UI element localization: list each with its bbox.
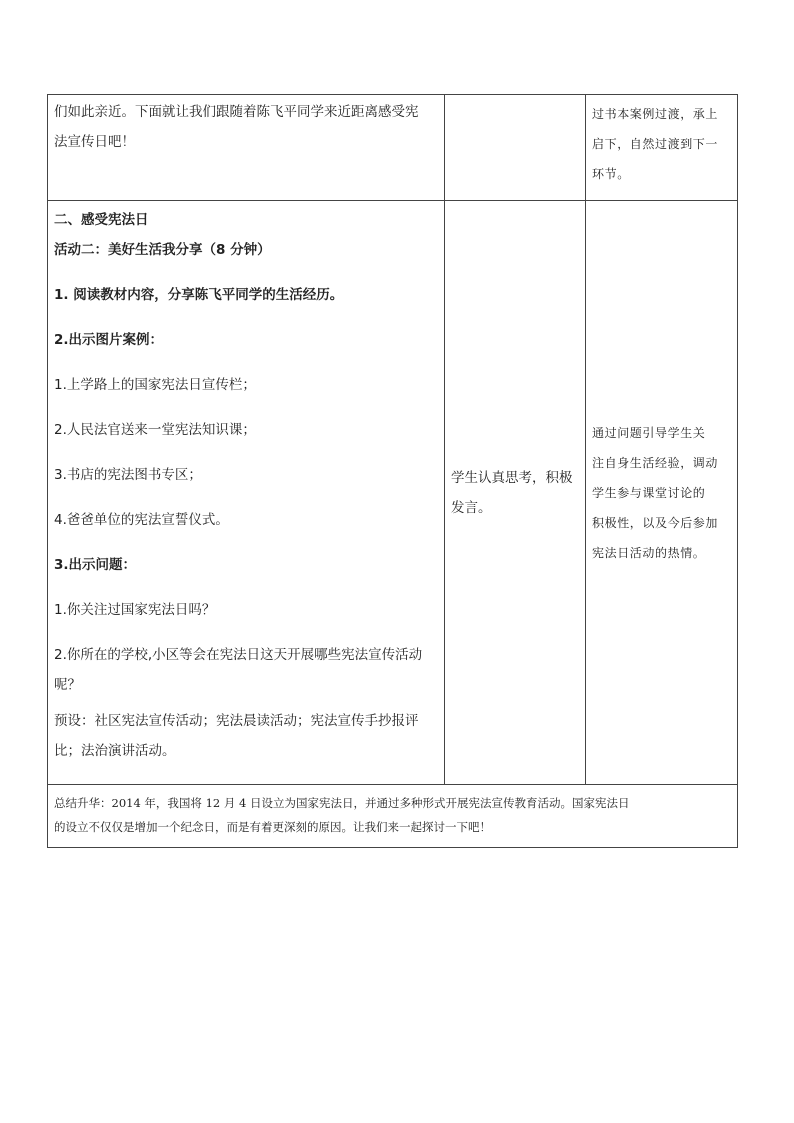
case-item: 1.上学路上的国家宪法日宣传栏； (54, 377, 256, 393)
case-item: 2.人民法官送来一堂宪法知识课； (54, 422, 256, 438)
text-line: 宪法日活动的热情。 (592, 545, 706, 560)
question-item: 2.你所在的学校,小区等会在宪法日这天开展哪些宪法宣传活动 (54, 647, 423, 663)
design-intent-cell (586, 95, 738, 201)
teacher-activity-cell (48, 95, 445, 201)
text-line: 法宣传日吧！ (54, 134, 135, 150)
text-line: 过书本案例过渡，承上 (592, 107, 719, 121)
section-title: 二、感受宪法日 (54, 212, 149, 228)
lesson-plan-table (47, 94, 738, 848)
activity-title: 活动二：美好生活我分享（8 分钟） (54, 242, 271, 258)
question-item: 呢？ (54, 677, 81, 693)
text-line: 注自身生活经验，调动 (592, 455, 719, 470)
step-title: 3.出示问题： (54, 557, 137, 573)
table-row (48, 785, 738, 848)
text-line: 学生认真思考，积极 (451, 469, 573, 486)
step-title: 2.出示图片案例： (54, 332, 164, 348)
preset-answer: 比；法治演讲活动。 (54, 743, 176, 759)
text-line: 们如此亲近。下面就让我们跟随着陈飞平同学来近距离感受宪 (54, 104, 419, 120)
design-intent-cell (586, 201, 738, 785)
summary-line: 总结升华：2014 年，我国将 12 月 4 日设立为国家宪法日，并通过多种形式开展宪法宣传教育活动。国家宪法日 (54, 796, 630, 810)
table-row (48, 201, 738, 785)
table-row (48, 95, 738, 201)
teacher-activity-cell (48, 201, 445, 785)
student-activity-cell (445, 201, 586, 785)
question-item: 1.你关注过国家宪法日吗？ (54, 602, 216, 618)
text-line: 学生参与课堂讨论的 (592, 485, 706, 500)
text-line: 发言。 (451, 499, 492, 516)
text-line: 积极性，以及今后参加 (592, 515, 719, 530)
text-line: 通过问题引导学生关 (592, 425, 706, 440)
text-line: 启下，自然过渡到下一 (592, 137, 719, 151)
step-title: 1. 阅读教材内容，分享陈飞平同学的生活经历。 (54, 287, 344, 303)
case-item: 3.书店的宪法图书专区； (54, 467, 202, 483)
student-activity-cell (445, 95, 586, 201)
summary-line: 的设立不仅仅是增加一个纪念日，而是有着更深刻的原因。让我们来一起探讨一下吧！ (54, 820, 491, 834)
text-line: 环节。 (592, 167, 630, 181)
case-item: 4.爸爸单位的宪法宣誓仪式。 (54, 512, 229, 528)
summary-cell (48, 785, 738, 848)
preset-answer: 预设：社区宪法宣传活动；宪法晨读活动；宪法宣传手抄报评 (54, 713, 419, 729)
